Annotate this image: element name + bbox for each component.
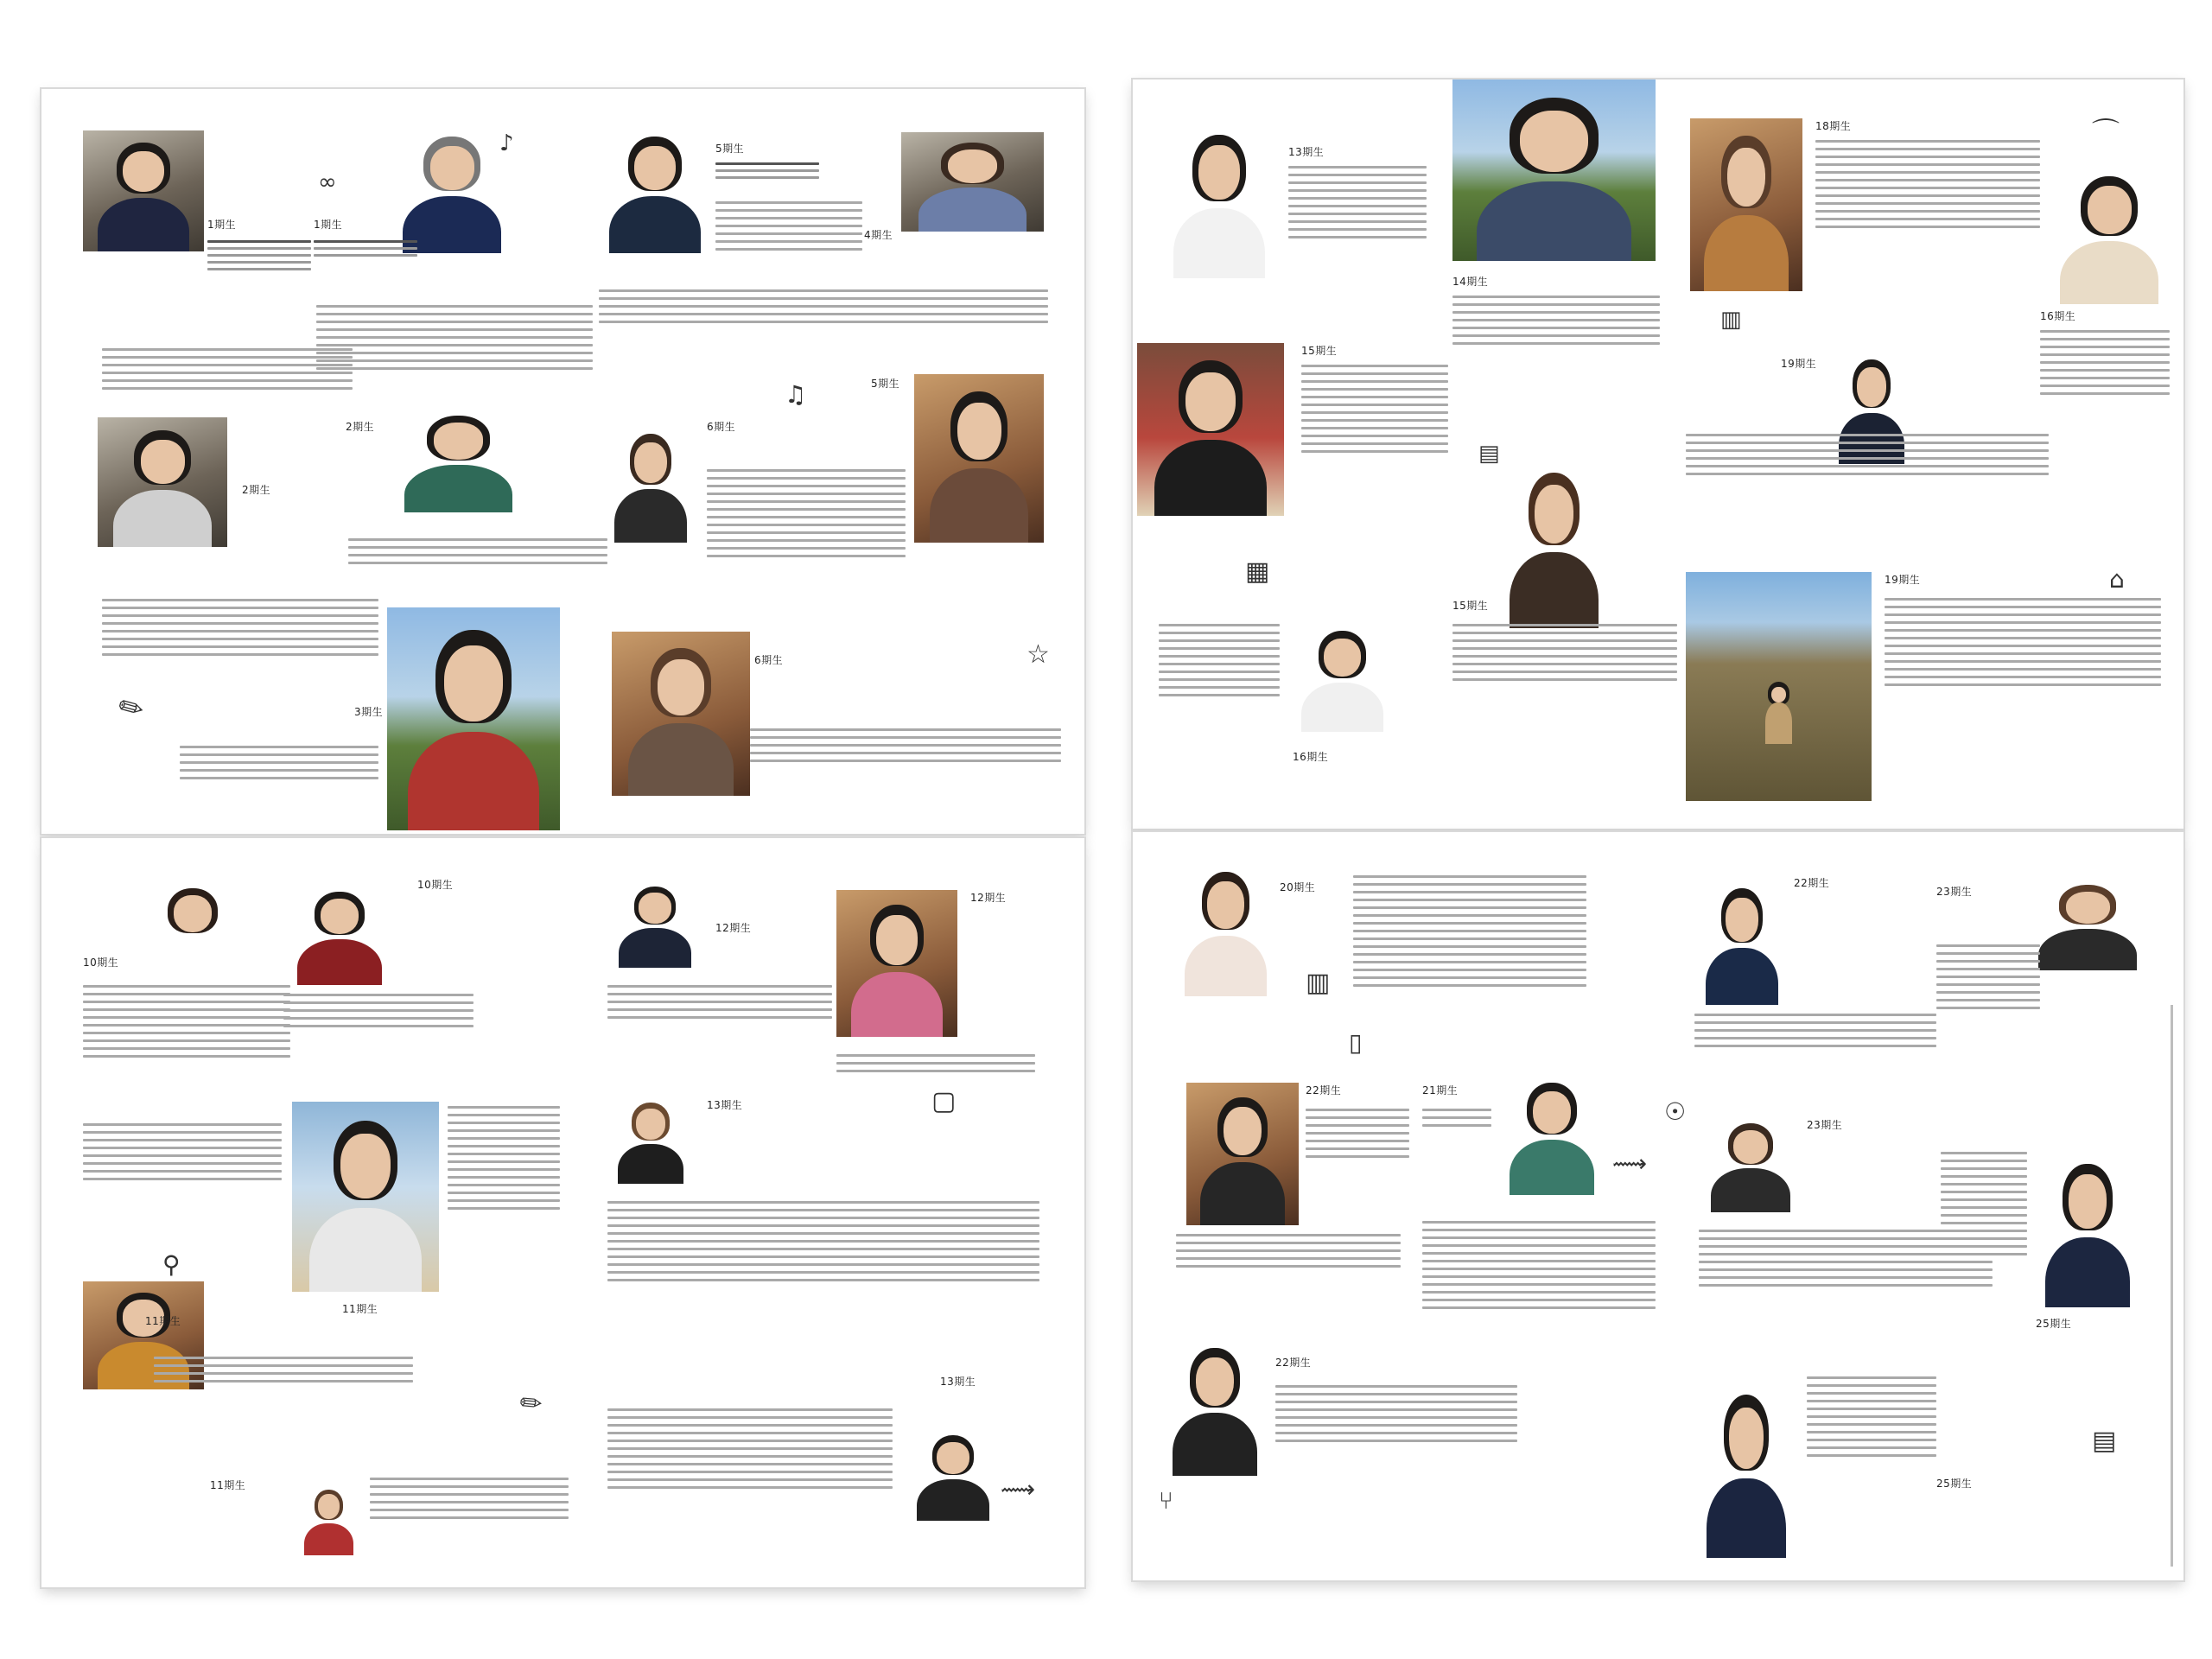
member-photo — [1288, 620, 1396, 732]
member-text — [1885, 598, 2161, 691]
member-photo — [1172, 858, 1280, 996]
member-label: 22期生 — [1306, 1084, 1342, 1096]
guitar-icon: ⚲ — [162, 1250, 181, 1279]
member-photo — [98, 417, 227, 547]
member-photo — [1452, 79, 1656, 261]
window-icon: ▢ — [931, 1086, 957, 1116]
member-label: 2期生 — [242, 484, 271, 496]
microphone-icon: ☉ — [1664, 1097, 1687, 1126]
member-photo — [1159, 118, 1280, 278]
member-label: 20期生 — [1280, 881, 1316, 893]
member-photo — [1137, 343, 1284, 516]
member-label: 5期生 — [715, 143, 745, 155]
member-photo — [1496, 455, 1612, 628]
member-label: 11期生 — [342, 1303, 378, 1315]
member-text — [607, 1201, 1039, 1287]
guitar-icon: ⟿ — [1612, 1149, 1648, 1178]
member-photo — [387, 124, 517, 253]
member-text — [1275, 1385, 1517, 1447]
member-text — [83, 1123, 282, 1185]
member-text — [607, 1408, 893, 1494]
member-photo — [2044, 162, 2174, 304]
spread-top-left — [41, 89, 1084, 834]
member-label: 13期生 — [940, 1376, 976, 1388]
member-label: 13期生 — [1288, 146, 1325, 158]
member-label: 4期生 — [864, 229, 893, 241]
member-photo — [607, 1093, 694, 1184]
member-text — [1452, 624, 1677, 686]
spread-bottom-right — [1133, 832, 2183, 1580]
member-photo — [1686, 572, 1872, 801]
member-label: 25期生 — [1936, 1478, 1973, 1490]
music-note-icon: ▤ — [2092, 1426, 2117, 1456]
piano-keys-icon: ▥ — [1720, 307, 1742, 333]
member-photo — [83, 130, 204, 251]
member-photo — [387, 404, 530, 512]
spread-bottom-left — [41, 838, 1084, 1587]
member-text — [1422, 1221, 1656, 1314]
member-label: 23期生 — [1807, 1119, 1843, 1131]
member-photo — [137, 877, 249, 985]
member-photo — [836, 890, 957, 1037]
member-text — [102, 348, 353, 395]
member-photo — [901, 132, 1044, 232]
member-label: 21期生 — [1422, 1084, 1459, 1096]
spread-top-right — [1133, 79, 2183, 829]
member-text — [1301, 365, 1448, 458]
pen-icon: ✎ — [111, 687, 151, 730]
glasses-icon: ∞ — [318, 169, 337, 195]
member-photo — [387, 607, 560, 830]
member-text — [1159, 624, 1280, 702]
microphone-icon: ✎ — [513, 1385, 550, 1423]
member-text — [1815, 140, 2040, 233]
member-text — [1686, 434, 2049, 480]
member-photo — [1186, 1083, 1299, 1225]
member-label: 6期生 — [707, 421, 736, 433]
member-text — [707, 469, 906, 563]
member-text — [316, 305, 593, 375]
music-note-icon: ♪ — [499, 130, 514, 156]
member-photo — [1694, 1376, 1798, 1558]
house-icon: ⌂ — [2109, 565, 2125, 594]
member-photo — [2031, 1147, 2144, 1307]
member-photo — [296, 1482, 361, 1555]
member-label: 23期生 — [1936, 886, 1973, 898]
qr-code-icon: ▦ — [1245, 556, 1270, 587]
member-text — [1306, 1109, 1409, 1163]
member-photo — [594, 124, 715, 253]
member-label: 14期生 — [1452, 276, 1489, 288]
member-text — [1288, 166, 1427, 244]
member-photo — [906, 1426, 1001, 1521]
microphone-icon: ▯ — [1349, 1028, 1363, 1057]
member-text — [1422, 1109, 1491, 1132]
member-text — [1807, 1376, 1936, 1462]
member-label: 3期生 — [354, 706, 384, 718]
member-text — [2040, 330, 2170, 400]
guitar-icon: ⟿ — [1001, 1475, 1036, 1503]
chair-icon: ⑂ — [1159, 1486, 1173, 1515]
member-photo — [1699, 1113, 1802, 1212]
member-photo — [1690, 118, 1802, 291]
member-label: 16期生 — [1293, 751, 1329, 763]
member-label: 15期生 — [1301, 345, 1338, 357]
member-label: 2期生 — [346, 421, 375, 433]
member-text — [599, 289, 1048, 328]
member-label: 15期生 — [1452, 600, 1489, 612]
member-photo — [603, 422, 698, 543]
member-text — [715, 201, 862, 256]
member-text — [1936, 944, 2040, 1014]
member-text — [750, 728, 1061, 767]
member-photo — [1159, 1333, 1271, 1476]
member-label: 11期生 — [210, 1479, 246, 1491]
member-text — [607, 985, 832, 1024]
member-label: 6期生 — [754, 654, 784, 666]
member-photo — [1694, 875, 1789, 1005]
member-label: 22期生 — [1275, 1357, 1312, 1369]
member-text — [1176, 1234, 1401, 1273]
headphone-icon: ♫ — [785, 380, 807, 409]
member-text — [1694, 1014, 1936, 1052]
member-label: 1期生 — [207, 219, 237, 231]
member-text — [180, 746, 378, 785]
member-label: 16期生 — [2040, 310, 2076, 322]
member-label: 10期生 — [417, 879, 454, 891]
member-label: 12期生 — [970, 892, 1007, 904]
member-label: 25期生 — [2036, 1318, 2072, 1330]
member-photo — [612, 632, 750, 796]
member-photo — [607, 877, 702, 968]
member-text — [102, 599, 378, 661]
member-text — [1353, 875, 1586, 992]
member-text — [836, 1054, 1035, 1077]
member-text — [448, 1106, 560, 1215]
member-meta — [715, 158, 819, 183]
member-label: 10期生 — [83, 957, 119, 969]
member-meta — [207, 236, 311, 275]
member-meta — [314, 236, 417, 261]
member-label: 13期生 — [707, 1099, 743, 1111]
member-label: 12期生 — [715, 922, 752, 934]
piano-keys-icon: ▥ — [1306, 968, 1331, 998]
member-text — [283, 994, 474, 1033]
star-icon: ☆ — [1027, 639, 1050, 670]
member-photo — [292, 1102, 439, 1292]
member-photo — [2023, 875, 2152, 970]
member-text — [154, 1357, 413, 1388]
piano-keys-icon: ▤ — [1478, 441, 1500, 467]
member-label: 5期生 — [871, 378, 900, 390]
member-label: 19期生 — [1781, 358, 1817, 370]
member-photo — [1496, 1070, 1608, 1195]
member-text — [1452, 296, 1660, 350]
member-text — [370, 1478, 569, 1524]
member-text — [1941, 1152, 2027, 1261]
member-label: 19期生 — [1885, 574, 1921, 586]
hat-icon: ⌒ — [2092, 116, 2120, 149]
member-text — [83, 985, 290, 1063]
member-label: 11期生 — [145, 1315, 181, 1327]
member-photo — [914, 374, 1044, 543]
member-text — [348, 538, 607, 569]
scrollbar[interactable] — [2171, 1005, 2173, 1567]
member-label: 1期生 — [314, 219, 343, 231]
member-label: 18期生 — [1815, 120, 1852, 132]
member-photo — [283, 881, 396, 985]
member-label: 22期生 — [1794, 877, 1830, 889]
